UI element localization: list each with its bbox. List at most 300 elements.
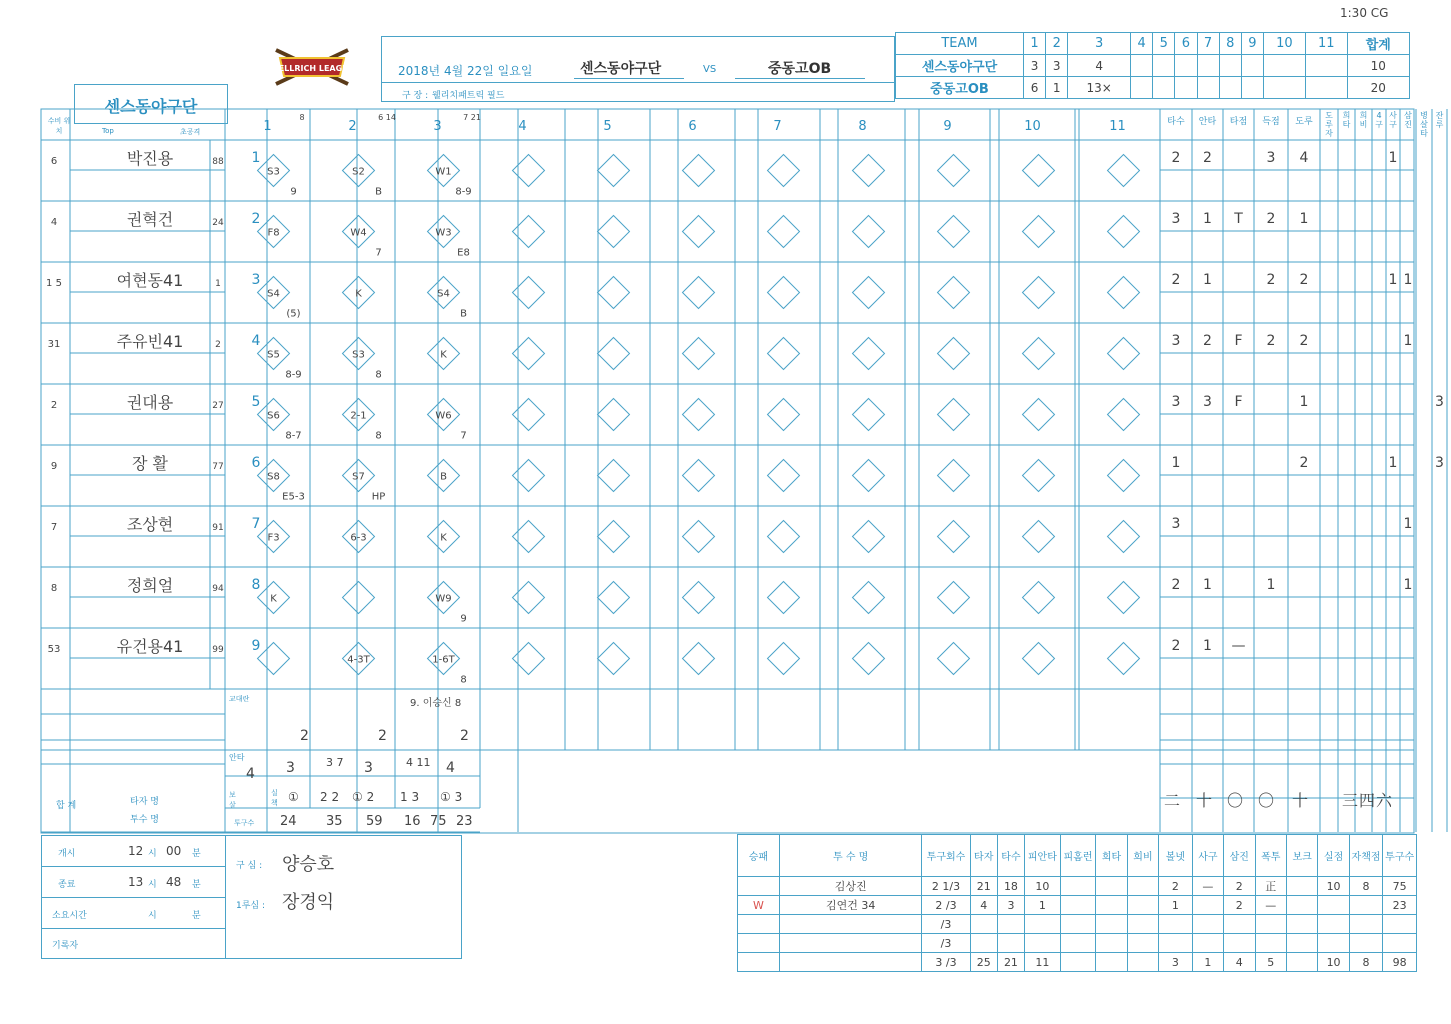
pitch-cell — [1025, 915, 1061, 934]
base-diamond — [598, 277, 630, 309]
batting-order: 3 — [251, 272, 261, 288]
stat-head: 살 — [1420, 120, 1428, 129]
inning-head: 1 — [263, 119, 272, 134]
at-bat-mark: K — [270, 593, 277, 605]
at-bat-mark: 2-1 — [350, 410, 367, 422]
pitch-cell: 2 1/3 — [922, 877, 970, 896]
player-number: 27 — [212, 401, 224, 411]
stat-value: 2 — [1171, 577, 1181, 593]
base-diamond — [513, 460, 545, 492]
at-bat-mark: K — [440, 532, 447, 544]
batting-order: 9 — [251, 638, 261, 654]
at-bat-mark: S4 — [267, 288, 280, 300]
stat-value: 1 — [1171, 455, 1181, 471]
base-diamond — [513, 399, 545, 431]
hour-unit: 시 — [148, 849, 157, 859]
first-base-umpire-name: 장경익 — [282, 892, 335, 913]
pitch-cell: 11 — [1025, 953, 1061, 972]
pitch-cell — [997, 934, 1024, 953]
base-diamond — [683, 338, 715, 370]
tally-mark: 三 — [1342, 791, 1359, 810]
base-diamond — [1108, 155, 1140, 187]
player-number: 99 — [212, 645, 224, 655]
pitch-cell — [1127, 896, 1158, 915]
score-cell — [1175, 55, 1197, 77]
batting-order: 8 — [251, 577, 261, 593]
pitch-cell: 75 — [1383, 877, 1417, 896]
pitch-cell: /3 — [922, 915, 970, 934]
hour-unit: 시 — [148, 880, 157, 890]
stat-head: 타 — [1420, 129, 1428, 138]
pitch-cell — [738, 934, 780, 953]
score-row-away — [896, 77, 1410, 99]
boat-label: 보살 — [229, 791, 236, 809]
pitch-head: 보크 — [1286, 835, 1317, 877]
subs-value: 2 — [378, 728, 387, 744]
pitch-cell: 4 — [970, 896, 997, 915]
total-head: 합계 — [1347, 33, 1409, 55]
at-bat-mark: F8 — [267, 227, 280, 239]
inning-head: 1 — [1024, 33, 1046, 55]
at-bat-mark: 1-6T — [432, 654, 455, 666]
at-bat-mark: W1 — [435, 166, 452, 178]
start-hour: 12 — [128, 844, 144, 858]
pitch-head: 볼넷 — [1159, 835, 1193, 877]
stat-value: 1 — [1388, 272, 1398, 288]
stat-value: F — [1234, 333, 1243, 349]
pitch-cell: 3 — [997, 896, 1024, 915]
pitcher-row — [738, 877, 1417, 896]
base-diamond — [1108, 216, 1140, 248]
player-position: 2 — [50, 400, 58, 411]
pitch-head: 사구 — [1192, 835, 1223, 877]
stat-value: 1 — [1203, 577, 1212, 593]
at-bat-mark: W3 — [435, 227, 452, 239]
stat-head: 잔 — [1435, 111, 1444, 120]
inning-head: 10 — [1024, 119, 1041, 134]
pitch-cell: 98 — [1383, 953, 1417, 972]
pitch-head: 희비 — [1127, 835, 1158, 877]
player-name: 여현동41 — [116, 271, 184, 290]
pitcher-row — [738, 915, 1417, 934]
stat-value: 2 — [1299, 455, 1309, 471]
pitch-cell — [1127, 934, 1158, 953]
score-cell — [1305, 77, 1347, 99]
pitch-cell — [970, 934, 997, 953]
pitch-cell — [1127, 953, 1158, 972]
minute-unit: 분 — [192, 911, 201, 921]
inning-head: 5 — [1153, 33, 1175, 55]
base-diamond — [853, 338, 885, 370]
base-diamond — [1108, 460, 1140, 492]
score-cell: 3 — [1024, 55, 1046, 77]
scoreboard — [895, 32, 1410, 99]
pitch-cell — [1286, 877, 1317, 896]
base-diamond — [938, 216, 970, 248]
pitch-cell: 2 — [1224, 896, 1255, 915]
subs-label: 교대란 — [229, 695, 250, 703]
pitch-head: 자책점 — [1349, 835, 1383, 877]
score-cell — [1131, 77, 1153, 99]
batters-label: 타자 명 — [130, 797, 159, 807]
score-cell — [1131, 55, 1153, 77]
base-diamond — [598, 338, 630, 370]
score-cell — [1197, 77, 1219, 99]
inning-head: 7 — [773, 119, 782, 134]
team-label: TEAM — [896, 33, 1024, 55]
game-date: 2018년 4월 22일 일요일 — [398, 64, 533, 78]
stat-head: 루 — [1435, 120, 1444, 129]
stat-value: 1 — [1203, 638, 1212, 654]
at-bat-result: 8-9 — [285, 369, 302, 381]
base-diamond — [1023, 155, 1055, 187]
pitch-cell: 8 — [1349, 877, 1383, 896]
pitch-cell: 1 — [1192, 953, 1223, 972]
base-diamond — [768, 216, 800, 248]
pitch-cell — [1096, 915, 1127, 934]
stat-head: 병 — [1420, 111, 1428, 120]
base-diamond — [683, 521, 715, 553]
pitch-cell — [1286, 953, 1317, 972]
base-diamond — [1108, 338, 1140, 370]
pitch-cell — [1318, 896, 1349, 915]
stat-head: 삼 — [1404, 111, 1412, 120]
minute-unit: 분 — [192, 849, 201, 859]
pitch-head: 피홈런 — [1060, 835, 1096, 877]
pitcher-row — [738, 934, 1417, 953]
base-diamond — [768, 460, 800, 492]
player-number: 24 — [212, 218, 224, 228]
pitch-cell: 4 — [1224, 953, 1255, 972]
end-minute: 48 — [166, 875, 182, 889]
base-diamond — [513, 338, 545, 370]
tally-mark: 十 — [1196, 791, 1213, 810]
pitch-cell: 25 — [970, 953, 997, 972]
pitch-cell — [1060, 934, 1096, 953]
inning-head: 4 — [518, 119, 527, 134]
score-cell — [1153, 55, 1175, 77]
base-diamond — [513, 582, 545, 614]
inning-head: 11 — [1305, 33, 1347, 55]
stat-value: 2 — [1299, 333, 1309, 349]
pitch-cell: 1 — [1025, 896, 1061, 915]
base-diamond — [683, 643, 715, 675]
pitch-cell: 21 — [997, 953, 1024, 972]
base-diamond — [513, 521, 545, 553]
player-number: 94 — [212, 584, 224, 594]
score-cell — [1153, 77, 1175, 99]
score-total: 10 — [1347, 55, 1409, 77]
at-bat-result: 8-7 — [285, 430, 302, 442]
inning-head: 6 — [688, 119, 697, 134]
score-total: 20 — [1347, 77, 1409, 99]
base-diamond — [683, 460, 715, 492]
tally-mark: 〇 — [1227, 791, 1244, 810]
pitch-cell — [1192, 915, 1223, 934]
base-diamond — [768, 643, 800, 675]
err-label: 실책 — [271, 789, 278, 807]
score-cell — [1305, 55, 1347, 77]
start-minute: 00 — [166, 844, 182, 858]
stat-value: 3 — [1435, 455, 1444, 471]
inning-head: 5 — [603, 119, 612, 134]
base-diamond — [853, 643, 885, 675]
pitch-cell: 5 — [1255, 953, 1286, 972]
player-name: 장 활 — [132, 454, 168, 473]
pitch-cell — [738, 953, 780, 972]
score-cell: 4 — [1068, 55, 1131, 77]
col-top-label: Top — [102, 127, 114, 135]
base-diamond — [853, 277, 885, 309]
at-bat-mark: S4 — [437, 288, 450, 300]
at-bat-mark: 4-3T — [347, 654, 370, 666]
stat-head: 자 — [1325, 129, 1333, 138]
total-boat: ① 3 — [440, 790, 463, 804]
pitch-cell — [1318, 915, 1349, 934]
score-cell — [1241, 77, 1263, 99]
pitch-cell — [1383, 915, 1417, 934]
player-position: 6 — [50, 156, 58, 167]
tally-mark: 六 — [1376, 791, 1393, 810]
base-diamond — [1108, 399, 1140, 431]
inning-head: 7 — [1197, 33, 1219, 55]
at-bat-mark: K — [440, 349, 447, 361]
base-diamond — [598, 216, 630, 248]
at-bat-mark: S5 — [267, 349, 280, 361]
league-logo — [270, 44, 354, 90]
stat-head: 진 — [1404, 120, 1412, 129]
stat-value: 1 — [1203, 272, 1212, 288]
pitch-cell — [738, 877, 780, 896]
player-position: 1 5 — [46, 278, 62, 289]
pitch-cell: 21 — [970, 877, 997, 896]
pitch-cell — [779, 953, 922, 972]
base-diamond — [513, 155, 545, 187]
inning-head: 9 — [1241, 33, 1263, 55]
total-hits: 3 — [364, 760, 373, 776]
total-hits: 4 — [446, 760, 455, 776]
stat-value: 1 — [1203, 211, 1212, 227]
base-diamond — [938, 460, 970, 492]
stat-value: 1 — [1299, 394, 1309, 410]
stat-value: — — [1231, 638, 1246, 654]
pitch-cell: 10 — [1318, 877, 1349, 896]
corner-note: 1:30 CG — [1340, 6, 1389, 20]
inning-note: 6 14 — [378, 113, 396, 122]
base-diamond — [598, 582, 630, 614]
inning-head: 8 — [858, 119, 867, 134]
stat-value: 3 — [1171, 516, 1181, 532]
stat-head: 루 — [1325, 120, 1333, 129]
base-diamond — [598, 643, 630, 675]
base-diamond — [1023, 521, 1055, 553]
subs-note: 9. 이승신 8 — [410, 698, 462, 709]
player-position: 9 — [50, 461, 58, 472]
inning-head: 3 — [1068, 33, 1131, 55]
base-diamond — [1108, 521, 1140, 553]
player-name: 주유빈41 — [116, 332, 184, 351]
pitch-cell — [1224, 934, 1255, 953]
player-position: 53 — [47, 644, 61, 655]
player-position: 8 — [50, 583, 58, 594]
pitch-cell — [1127, 915, 1158, 934]
pitch-head: 투구수 — [1383, 835, 1417, 877]
stat-value: 3 — [1171, 333, 1181, 349]
pitch-cell — [1255, 915, 1286, 934]
total-boat: ① — [288, 790, 299, 804]
pitch-cell — [779, 915, 922, 934]
stat-value: 2 — [1171, 638, 1181, 654]
stat-head: 타 — [1342, 120, 1351, 129]
player-position: 4 — [50, 217, 58, 228]
pitch-cell — [779, 934, 922, 953]
base-diamond — [938, 277, 970, 309]
pitch-cell — [1318, 934, 1349, 953]
base-diamond — [853, 460, 885, 492]
score-cell: 1 — [1046, 77, 1068, 99]
player-position: 7 — [50, 522, 58, 533]
at-bat-result: 9 — [460, 613, 467, 625]
stat-value: 3 — [1203, 394, 1212, 410]
inning-note: 7 21 — [463, 113, 481, 122]
umpire-label: 구 심 : — [236, 861, 263, 871]
at-bat-result: HP — [371, 491, 386, 503]
tally-mark: 二 — [1164, 791, 1181, 810]
at-bat-mark: W6 — [435, 410, 452, 422]
at-bat-mark: S8 — [267, 471, 280, 483]
totals-label: 합 계 — [56, 801, 77, 811]
stat-value: 3 — [1171, 394, 1181, 410]
base-diamond — [343, 582, 375, 614]
player-number: 91 — [212, 523, 224, 533]
stat-value: 2 — [1266, 333, 1276, 349]
stadium-label: 구 장 : — [402, 91, 429, 101]
inning-head: 2 — [1046, 33, 1068, 55]
pitch-cell: 2 /3 — [922, 896, 970, 915]
stat-value: 1 — [1403, 516, 1413, 532]
stat-value: 2 — [1203, 150, 1212, 166]
at-bat-mark: S7 — [352, 471, 365, 483]
stat-value: 1 — [1403, 272, 1413, 288]
first-base-umpire-label: 1루심 : — [236, 901, 266, 911]
at-bat-result: 8 — [375, 430, 382, 442]
batting-order: 2 — [251, 211, 261, 227]
pitch-cell — [1159, 934, 1193, 953]
pitch-head: 희타 — [1096, 835, 1127, 877]
away-team-name: 중동고OB — [768, 61, 832, 77]
tally-mark: 四 — [1359, 791, 1376, 810]
player-name: 권대용 — [126, 393, 174, 412]
pitch-cell — [1096, 877, 1127, 896]
at-bat-mark: K — [355, 288, 362, 300]
score-cell — [1175, 77, 1197, 99]
pitch-cell — [1286, 934, 1317, 953]
pitch-cell: W — [738, 896, 780, 915]
at-bat-result: (5) — [286, 308, 301, 320]
at-bat-result: 8 — [375, 369, 382, 381]
player-name: 권혁건 — [126, 210, 174, 229]
base-diamond — [938, 521, 970, 553]
pitch-cell — [1255, 934, 1286, 953]
pitch-cell: 3 — [1159, 953, 1193, 972]
pitch-cell: 正 — [1255, 877, 1286, 896]
at-bat-result: 8-9 — [455, 186, 472, 198]
stat-value: 2 — [1171, 272, 1181, 288]
pitch-cell — [1060, 896, 1096, 915]
pitch-cell: — — [1192, 877, 1223, 896]
duration-label: 소요시간 — [52, 911, 87, 921]
stat-head: 구 — [1389, 120, 1397, 129]
hits-label: 안타 — [229, 753, 245, 762]
at-bat-result: B — [460, 308, 467, 320]
at-bat-result: 9 — [290, 186, 297, 198]
stat-head: 희 — [1342, 111, 1351, 120]
base-diamond — [768, 521, 800, 553]
total-pitches: 75 — [430, 814, 447, 829]
total-hits: 4 — [246, 766, 255, 782]
pitch-cell — [970, 915, 997, 934]
inning-head: 3 — [433, 119, 442, 134]
inning-head: 2 — [348, 119, 357, 134]
stat-head: 사 — [1389, 111, 1397, 120]
pitch-cell — [1192, 896, 1223, 915]
total-hits: 4 11 — [406, 756, 431, 769]
base-diamond — [1023, 399, 1055, 431]
base-diamond — [598, 460, 630, 492]
base-diamond — [598, 399, 630, 431]
base-diamond — [598, 155, 630, 187]
base-diamond — [938, 643, 970, 675]
base-diamond — [768, 338, 800, 370]
base-diamond — [1023, 643, 1055, 675]
at-bat-result: 7 — [460, 430, 467, 442]
score-cell: 13× — [1068, 77, 1131, 99]
player-number: 77 — [212, 462, 224, 472]
pitch-head: 타자 — [970, 835, 997, 877]
stat-head: 비 — [1359, 120, 1368, 129]
pitch-cell — [1060, 915, 1096, 934]
total-pitches: 23 — [456, 814, 473, 829]
player-name: 박진용 — [126, 149, 174, 168]
batting-order: 5 — [251, 394, 261, 410]
stat-value: 1 — [1403, 577, 1413, 593]
total-hits: 3 — [286, 760, 295, 776]
stat-value: 2 — [1299, 272, 1309, 288]
stat-value: 4 — [1299, 150, 1309, 166]
score-cell: 6 — [1024, 77, 1046, 99]
inning-head: 9 — [943, 119, 952, 134]
base-diamond — [683, 216, 715, 248]
base-diamond — [938, 155, 970, 187]
base-diamond — [938, 399, 970, 431]
base-diamond — [853, 582, 885, 614]
stat-value: 3 — [1171, 211, 1181, 227]
total-boat: ① 2 — [352, 790, 375, 804]
score-cell — [1219, 55, 1241, 77]
inning-head: 8 — [1219, 33, 1241, 55]
end-label: 종료 — [58, 880, 76, 890]
total-pitches: 59 — [366, 814, 383, 829]
base-diamond — [938, 338, 970, 370]
base-diamond — [1023, 216, 1055, 248]
tally-mark: 〇 — [1258, 791, 1275, 810]
score-row-home — [896, 55, 1410, 77]
subs-value: 2 — [460, 728, 469, 744]
stat-head: 도 — [1325, 111, 1333, 120]
pitch-cell — [997, 915, 1024, 934]
stat-head: 구 — [1375, 120, 1383, 129]
stadium-name: 웰리치패트릭 필드 — [432, 91, 505, 101]
